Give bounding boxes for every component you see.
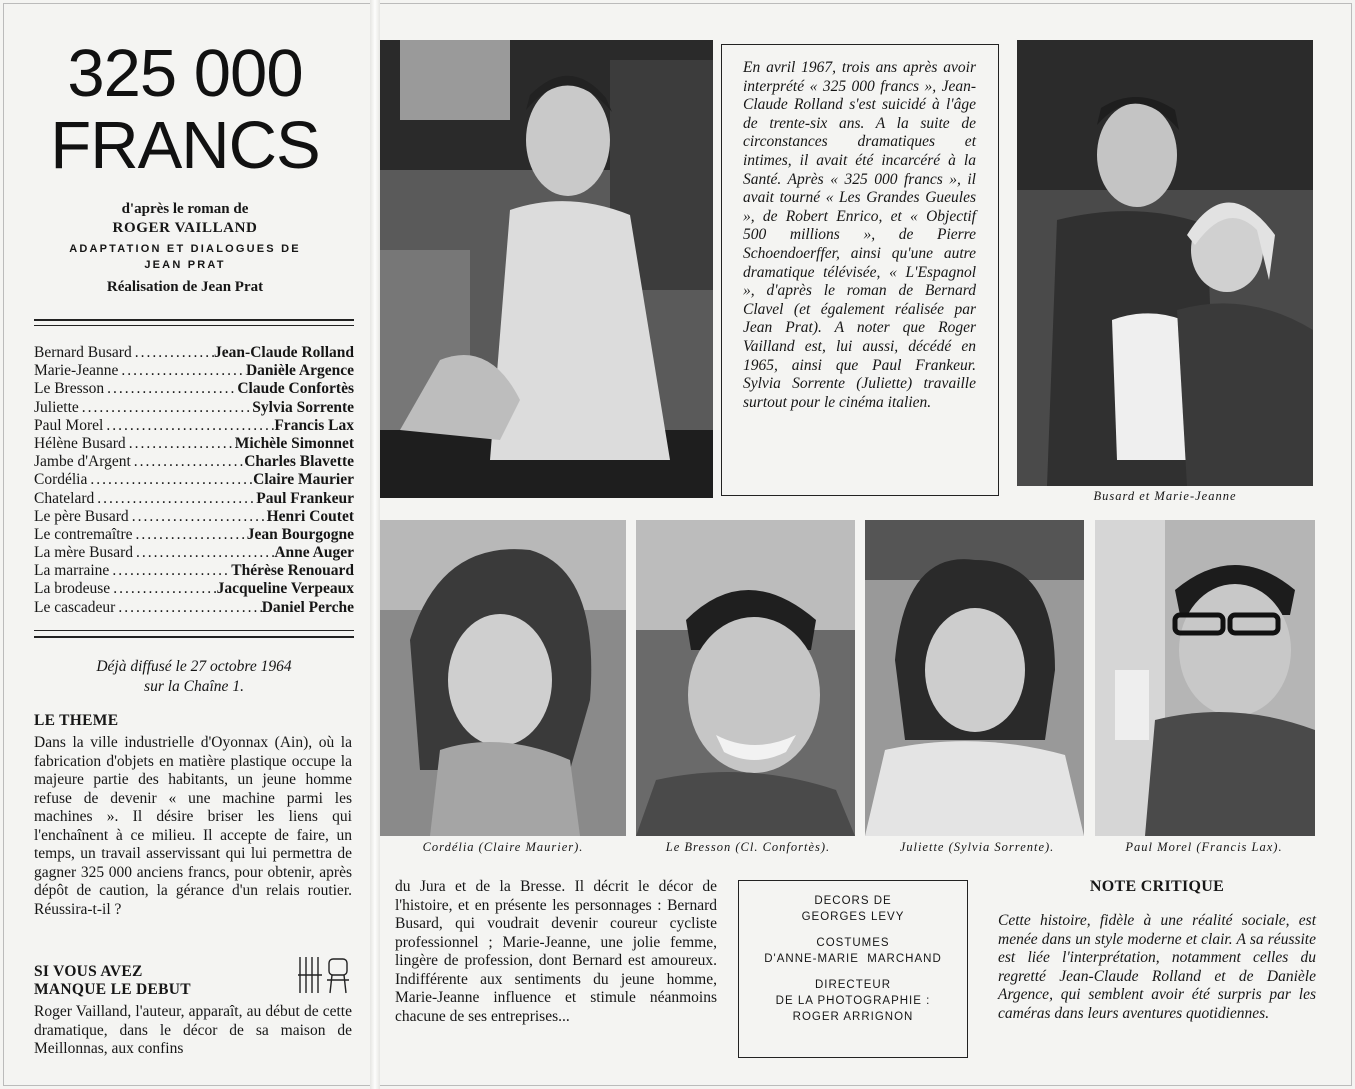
cast-row <box>34 580 354 598</box>
cast-row <box>34 344 354 362</box>
cast-row <box>34 599 354 617</box>
photo-paul-morel <box>1095 520 1315 836</box>
cast-role: Bernard Busard <box>34 344 132 361</box>
theme-text: Dans la ville industrielle d'Oyonnax (Ain), où la fabrication d'objets en matière plastique occupe la majeure partie des habitants, un jeune homme refuse de devenir « une machine parmi les machines ». Il désire briser les liens qui l'enchaînent à ce milieu. Il accepte de faire, un temps, un travail asservissant qui lui permettra de gagner 325 000 anciens francs, pour obtenir, après dépôt de caution, la gérance d'un relais routier. Réussira-t-il ? <box>34 734 352 918</box>
cast-role: Le cascadeur <box>34 598 116 616</box>
note-box <box>721 44 999 496</box>
broadcast-line-1: Déjà diffusé le 27 octobre 1964 <box>96 658 292 675</box>
caption-busard-marie-jeanne: Busard et Marie-Jeanne <box>1093 489 1237 503</box>
missed-start-heading <box>34 963 274 999</box>
caption-paul-morel: Paul Morel (Francis Lax). <box>1125 840 1283 854</box>
cast-row <box>34 453 354 471</box>
cast-actor: Anne Auger <box>274 544 354 562</box>
cast-actor: Charles Blavette <box>244 453 354 471</box>
cast-row <box>34 526 354 544</box>
cast-role: Marie-Jeanne <box>34 362 119 380</box>
cast-actor: Jean Bourgogne <box>246 525 354 543</box>
missed-start-text-continued: du Jura et de la Bresse. Il décrit le décor de l'histoire, et en présente les personnages : Bernard Busard, qui voudrait devenir coureur cycliste professionnel ; Marie-Jeanne, une jolie femme, lingère de profession, dont Bernard est amoureux. Indifférente aux sentiments du jeune homme, Marie-Jeanne influence et stimule néanmoins chacune de ses entreprises... <box>395 878 717 1025</box>
caption-le-bresson: Le Bresson (Cl. Confortès). <box>665 840 831 854</box>
cast-role: Chatelard <box>34 489 95 507</box>
title-line-1: 325 000 <box>67 36 303 111</box>
cast-role: Cordélia <box>34 471 88 489</box>
theme-heading: LE THEME <box>34 712 119 729</box>
cast-actor: Danièle Argence <box>245 362 354 380</box>
photo-le-bresson <box>636 520 855 836</box>
photo-bernard-busard <box>380 40 713 498</box>
decors-label: DECORS DE <box>814 895 892 907</box>
director-credit: Réalisation de Jean Prat <box>106 279 264 295</box>
cast-rule-top-thick <box>34 319 354 321</box>
cast-actor: Claude Confortès <box>237 380 354 398</box>
costumes-name: D'ANNE-MARIE MARCHAND <box>764 953 942 965</box>
broadcast-line-2: sur la Chaîne 1. <box>144 678 244 695</box>
cast-rule-bottom-thin <box>34 630 354 631</box>
technical-credits-box <box>738 880 968 1058</box>
decors-name: GEORGES LEVY <box>801 911 905 923</box>
missed-start-text: Roger Vailland, l'auteur, apparaît, au début de cette dramatique, dans le décor de sa maison de Meillonnas, aux confins <box>34 1003 352 1057</box>
cast-role: Le contremaître <box>34 525 133 543</box>
cast-actor: Michèle Simonnet <box>234 434 354 452</box>
title-line-2: FRANCS <box>50 108 320 183</box>
novel-author: ROGER VAILLAND <box>112 220 258 236</box>
adaptation-label: ADAPTATION ET DIALOGUES DE <box>69 243 301 255</box>
cast-actor: Thérèse Renouard <box>231 562 354 580</box>
cast-row <box>34 544 354 562</box>
photo-director-name: ROGER ARRIGNON <box>792 1011 914 1023</box>
cast-actor: Jean-Claude Rolland <box>214 344 354 361</box>
cast-actor: Jacqueline Verpeaux <box>216 580 354 598</box>
missed-start-heading-line-2: MANQUE LE DEBUT <box>34 981 191 998</box>
cast-row <box>34 435 354 453</box>
cast-role: Le Bresson <box>34 380 105 398</box>
photo-director-label-1: DIRECTEUR <box>814 979 892 991</box>
photo-cordelia <box>380 520 626 836</box>
photo-director-label-2: DE LA PHOTOGRAPHIE : <box>775 995 931 1007</box>
cast-role: Jambe d'Argent <box>34 453 131 471</box>
critique-heading: NOTE CRITIQUE <box>1089 878 1225 895</box>
cast-row <box>34 362 354 380</box>
broadcast-note <box>34 657 354 697</box>
page-fold <box>370 0 380 1089</box>
cast-rule-top-thin <box>34 325 354 326</box>
cast-role: Juliette <box>34 398 79 416</box>
critique-text: Cette histoire, fidèle à une réalité sociale, est menée dans un style moderne et clair. A sa réussite est liée l'interprétation, notamment celles du regretté Jean-Claude Rolland et de Danièle Argence, qui semblent avoir été surpris par les caméras dans leurs aventures quotidiennes. <box>998 912 1316 1022</box>
cast-row <box>34 471 354 489</box>
note-box-text: En avril 1967, trois ans après avoir interprété « 325 000 francs », Jean-Claude Rolland s'est suicidé à l'âge de trente-six ans. A la suite de circonstances dramatiques et intimes, il avait été incarcéré à la Santé. Après « 325 000 francs », il avait tourné « Les Grandes Gueules », de Robert Enrico, et « Objectif 500 millions », de Pierre Schoendoerffer, ainsi qu'une autre dramatique télévisée, « L'Espagnol », d'après le roman de Bernard Clavel (et également réalisée par Jean Prat). A noter que Roger Vailland est, lui aussi, décédé en 1965, ainsi que Paul Frankeur. Sylvia Sorrente (Juliette) travaille surtout pour le cinéma italien. <box>743 59 976 411</box>
cast-row <box>34 417 354 435</box>
caption-juliette: Juliette (Sylvia Sorrente). <box>899 840 1055 854</box>
cast-role: Le père Busard <box>34 507 129 525</box>
cast-actor: Daniel Perche <box>261 598 354 616</box>
cast-role: La marraine <box>34 562 110 580</box>
cast-list <box>34 344 354 617</box>
cast-role: Paul Morel <box>34 416 104 434</box>
novel-prefix: d'après le roman de <box>121 201 249 217</box>
cast-row <box>34 490 354 508</box>
cast-actor: Paul Frankeur <box>256 489 354 507</box>
cast-row <box>34 562 354 580</box>
cast-role: La mère Busard <box>34 544 133 562</box>
photo-juliette <box>865 520 1084 836</box>
cast-actor: Sylvia Sorrente <box>252 398 354 416</box>
cast-actor: Claire Maurier <box>253 471 354 489</box>
cast-rule-bottom-thick <box>34 636 354 638</box>
cast-role: Hélène Busard <box>34 434 126 452</box>
costumes-label: COSTUMES <box>816 937 890 949</box>
cast-actor: Francis Lax <box>274 416 354 434</box>
photo-busard-marie-jeanne <box>1017 40 1313 486</box>
missed-start-heading-line-1: SI VOUS AVEZ <box>34 963 143 980</box>
cast-actor: Henri Coutet <box>266 507 354 525</box>
adaptation-name: JEAN PRAT <box>144 259 226 271</box>
cast-row <box>34 399 354 417</box>
cast-row <box>34 380 354 398</box>
cast-role: La brodeuse <box>34 580 111 598</box>
chairs-icon <box>296 955 354 995</box>
caption-cordelia: Cordélia (Claire Maurier). <box>422 840 584 854</box>
cast-row <box>34 508 354 526</box>
